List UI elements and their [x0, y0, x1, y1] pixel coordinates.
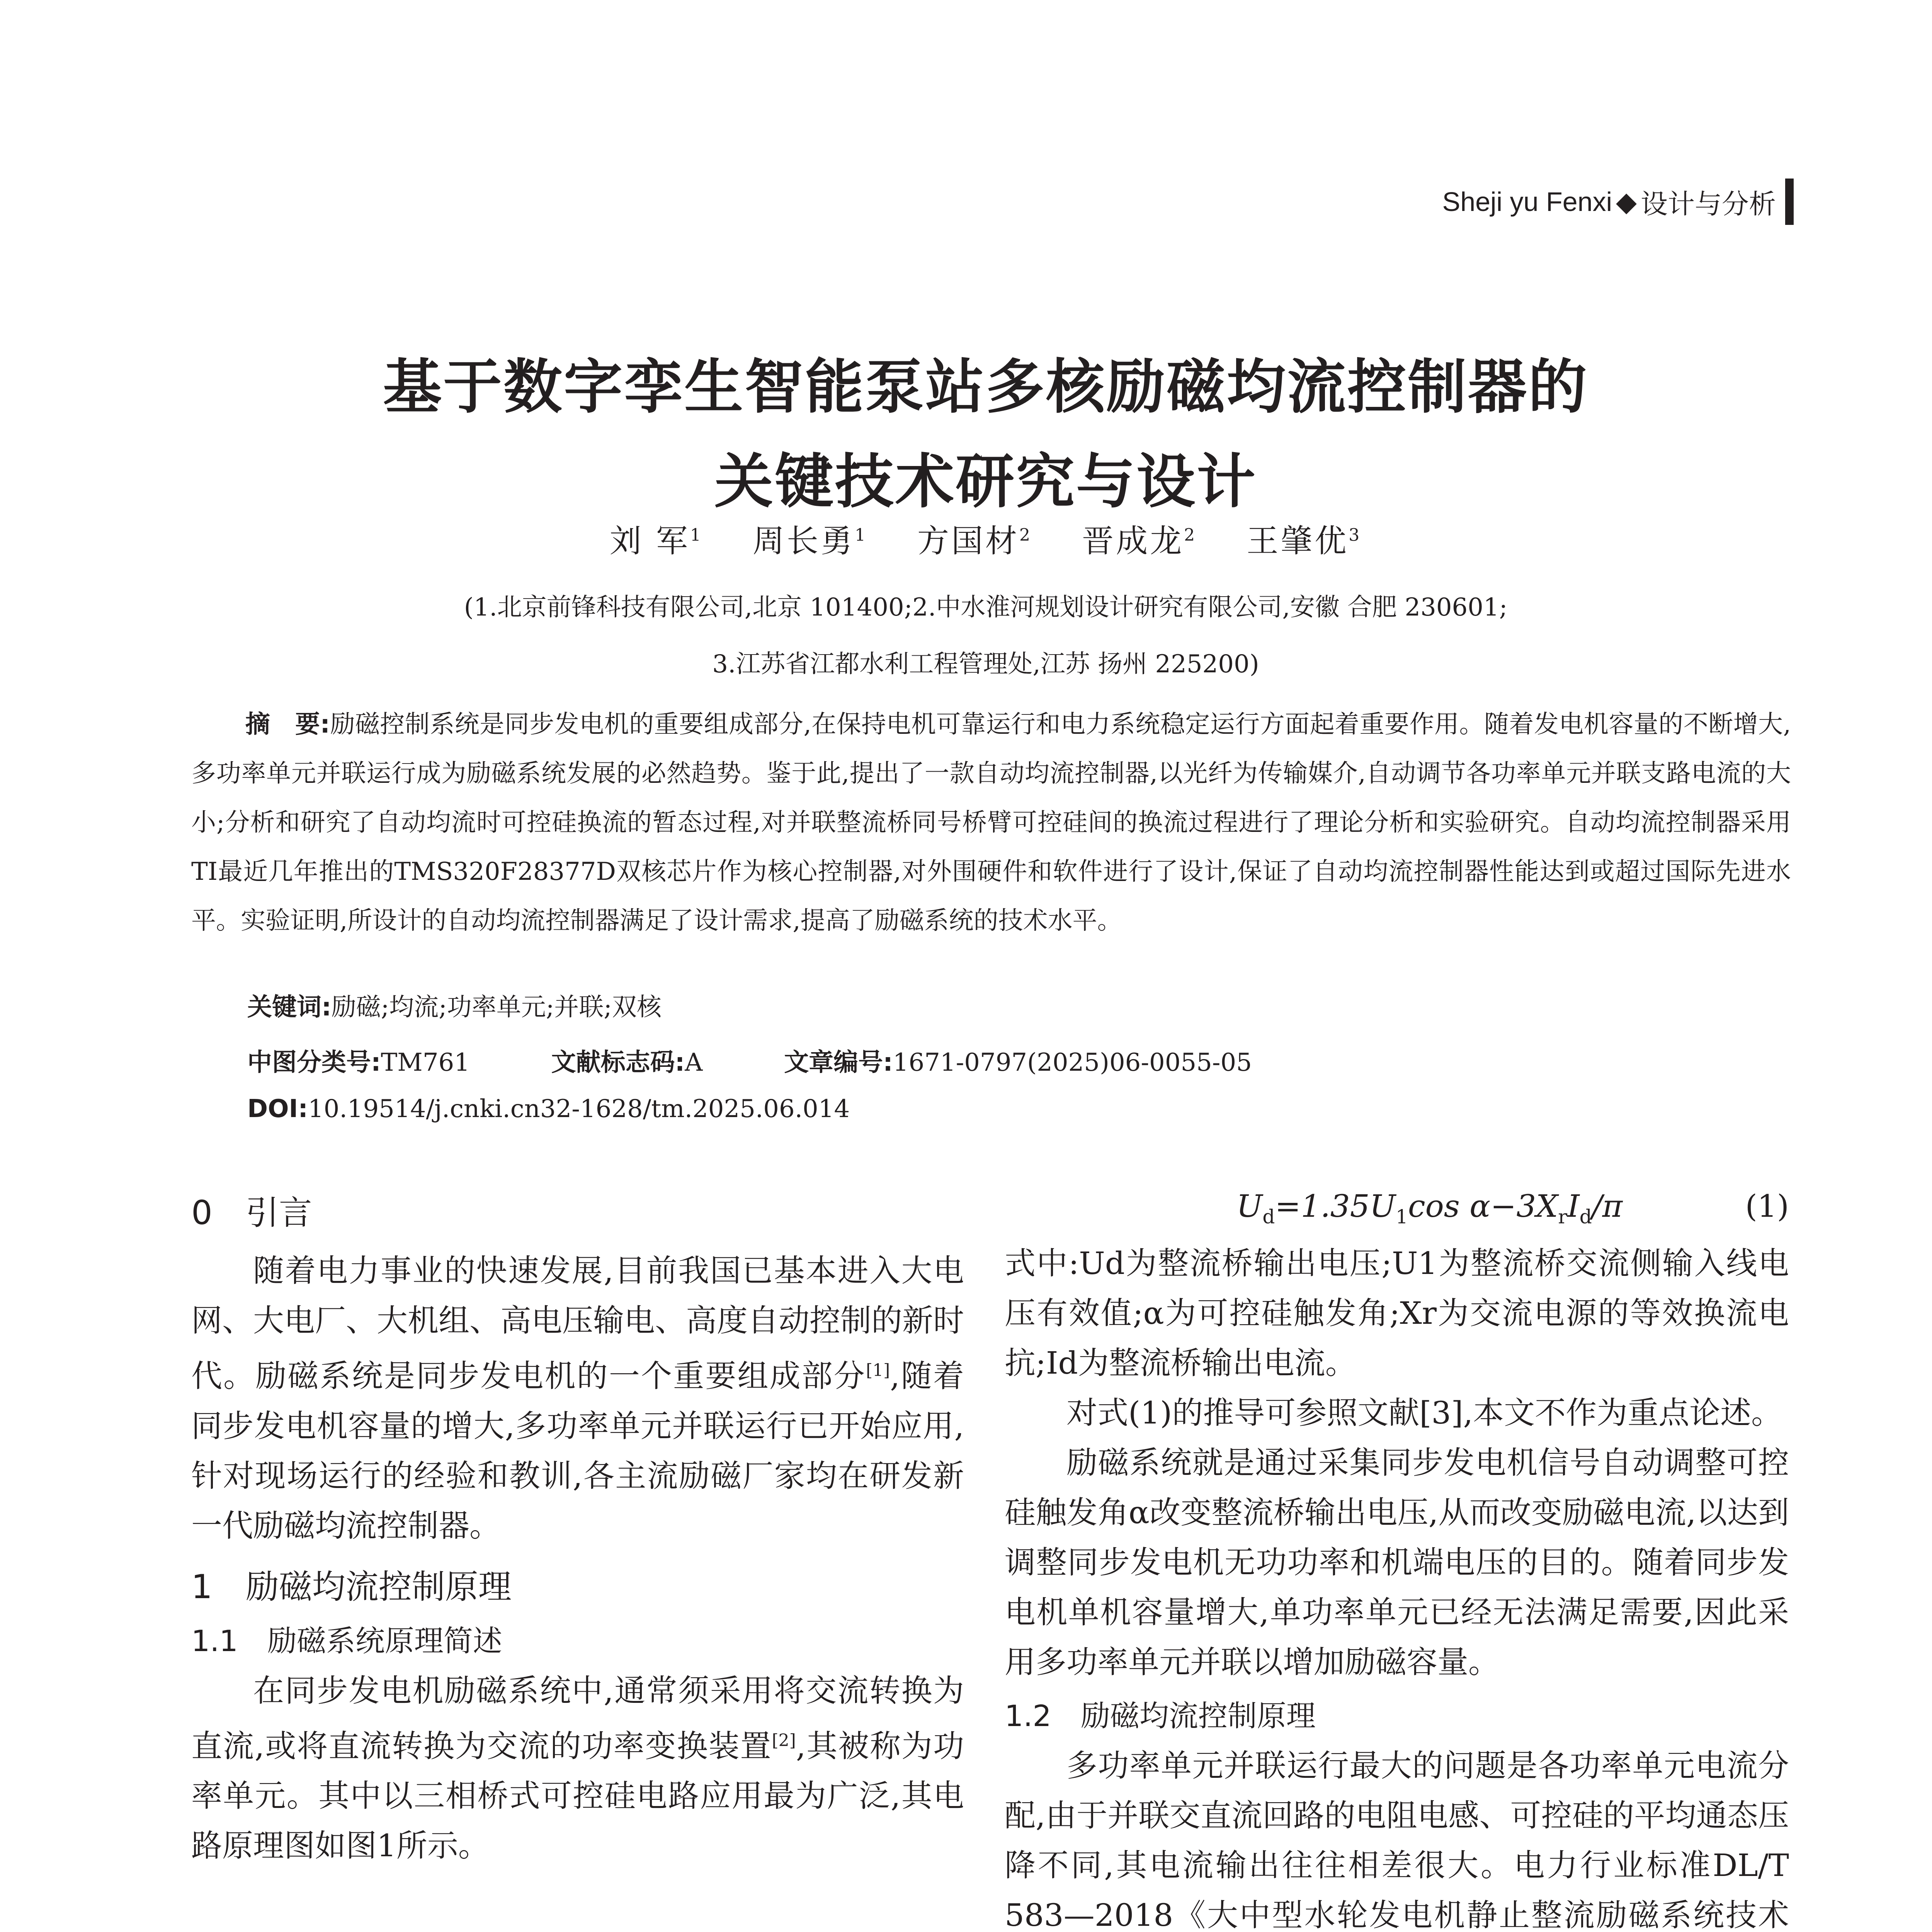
section-heading-1-2: 1.2 励磁均流控制原理: [1005, 1699, 1316, 1733]
header-pinyin: Sheji yu Fenxi: [1442, 187, 1612, 217]
left-column-top: [191, 1188, 964, 1871]
affiliation-line-1: (1.北京前锋科技有限公司,北京 101400;2.中水淮河规划设计研究有限公司,安徽 合肥 230601;: [464, 593, 1508, 622]
paragraph-1-1: 在同步发电机励磁系统中,通常须采用将交流转换为直流,或将直流转换为交流的功率变换装置[2],其被称为功率单元。其中以三相桥式可控硅电路应用最为广泛,其电路原理图如图1所示。: [191, 1672, 964, 1864]
section-heading-1-1: 1.1 励磁系统原理简述: [191, 1623, 502, 1658]
paragraph-intro: 随着电力事业的快速发展,目前我国已基本进入大电网、大电厂、大机组、高电压输电、高度自动控制的新时代。励磁系统是同步发电机的一个重要组成部分[1],随着同步发电机容量的增大,多功率单元并联运行已开始应用,针对现场运行的经验和教训,各主流励磁厂家均在研发新一代励磁均流控制器。: [191, 1253, 964, 1544]
author: 周长勇$^1$: [752, 523, 868, 560]
author: 方国材$^2$: [917, 523, 1033, 560]
author: 王肇优$^3$: [1247, 523, 1362, 560]
paragraph-ref3: 对式(1)的推导可参照文献[3],本文不作为重点论述。: [1066, 1395, 1782, 1431]
title-line-1: 基于数字孪生智能泵站多核励磁均流控制器的: [383, 353, 1588, 421]
authors: [0, 516, 1932, 561]
abstract-label: 摘 要:: [245, 710, 330, 739]
classification: 中图分类号:TM761 文献标志码:A 文章编号:1671-0797(2025)06-0055-05: [247, 1048, 1252, 1077]
abstract-text: 励磁控制系统是同步发电机的重要组成部分,在保持电机可靠运行和电力系统稳定运行方面起着重要作用。随着发电机容量的不断增大,多功率单元并联运行成为励磁系统发展的必然趋势。鉴于此,提出了一款自动均流控制器,以光纤为传输媒介,自动调节各功率单元并联支路电流的大小;分析和研究了自动均流时可控硅换流的暂态过程,对并联整流桥同号桥臂可控硅间的换流过程进行了理论分析和实验研究。自动均流控制器采用TI最近几年推出的TMS320F28377D双核芯片作为核心控制器,对外围硬件和软件进行了设计,保证了自动均流控制器性能达到或超过国际先进水平。实验证明,所设计的自动均流控制器满足了设计需求,提高了励磁系统的技术水平。: [191, 710, 1791, 935]
abstract: [191, 700, 1791, 946]
paragraph-excitation: 励磁系统就是通过采集同步发电机信号自动调整可控硅触发角α改变整流桥输出电压,从而改变励磁电流,以达到调整同步发电机无功功率和机端电压的目的。随着同步发电机单机容量增大,单功率单元已经无法满足需要,因此采用多功率单元并联以增加励磁容量。: [1005, 1445, 1789, 1680]
affiliation-line-2: 3.江苏省江都水利工程管理处,江苏 扬州 225200): [712, 650, 1259, 679]
equation-1-description: 式中:Ud为整流桥输出电压;U1为整流桥交流侧输入线电压有效值;α为可控硅触发角;Xr为交流电源的等效换流电抗;Id为整流桥输出电流。: [1005, 1245, 1789, 1381]
author: 晋成龙$^2$: [1082, 523, 1197, 560]
header-bar: [1785, 179, 1794, 225]
header-section: 设计与分析: [1641, 189, 1776, 219]
keywords: 关键词:励磁;均流;功率单元;并联;双核: [247, 993, 662, 1022]
equation-1-number: (1): [1745, 1188, 1789, 1224]
section-heading-1: 1 励磁均流控制原理: [191, 1567, 512, 1606]
doi: DOI:10.19514/j.cnki.cn32-1628/tm.2025.06.014: [247, 1095, 850, 1123]
section-heading-intro: 0 引言: [191, 1194, 312, 1232]
running-header: [1442, 179, 1794, 225]
author: 刘 军$^1$: [609, 523, 703, 560]
right-column: [1005, 1238, 1789, 1932]
title-line-2: 关键技术研究与设计: [714, 447, 1257, 516]
diamond-icon: ◆: [1616, 187, 1637, 217]
paragraph-1-2: 多功率单元并联运行最大的问题是各功率单元电流分配,由于并联交直流回路的电阻电感、可控硅的平均通态压降不同,其电流输出往往相差很大。电力行业标准DL/T 583—2018《大中型水轮发电机静止整流励磁系统技术: [1005, 1748, 1789, 1932]
